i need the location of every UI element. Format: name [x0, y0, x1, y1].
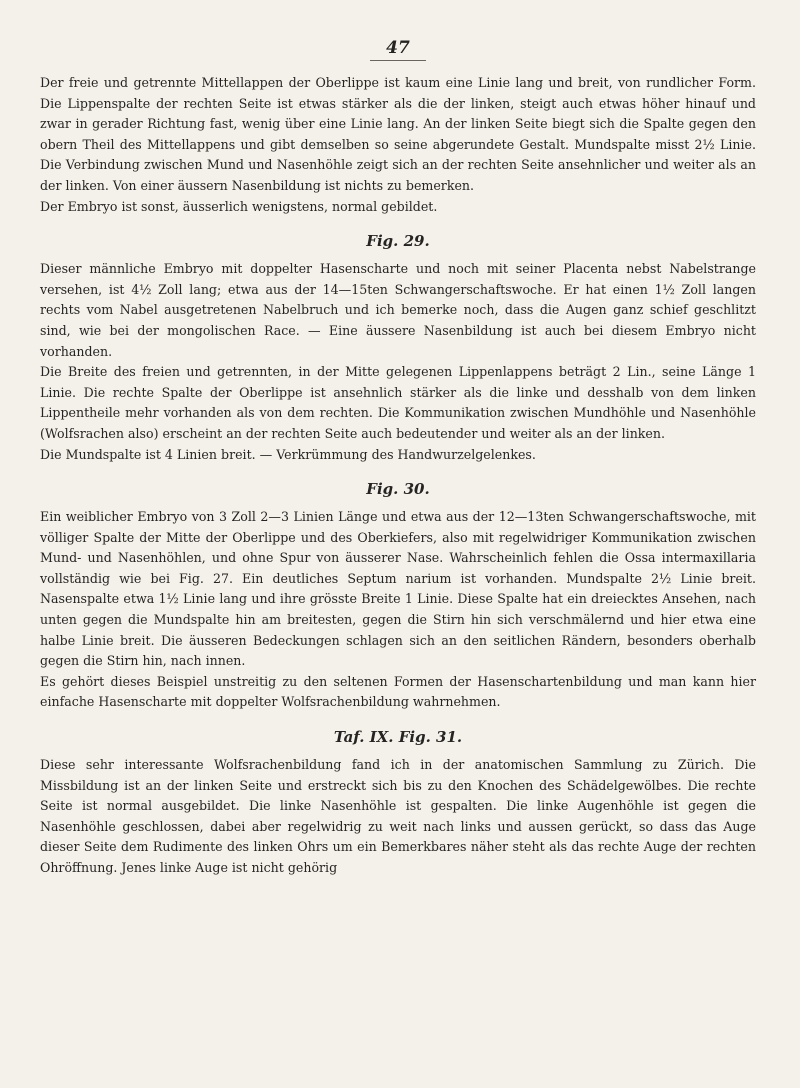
paragraph: Ein weiblicher Embryo von 3 Zoll 2—3 Linien Länge und etwa aus der 12—13ten Schwangerschaftswoche, mit völliger Spalte der Mitte der Oberlippe und des Oberkiefers, also mit regelwidriger Kommunikation zwischen Mund- und Nasenhöhlen, und ohne Spur von äusserer Nase. Wahrscheinlich fehlen die Ossa intermaxillaria vollständig wie bei Fig. 27. Ein deutliches Septum narium ist vorhanden. Mundspalte 2½ Linie breit. Nasenspalte etwa 1½ Linie lang und ihre grösste Breite 1 Linie. Diese Spalte hat ein dreiecktes Ansehen, nach unten gegen die Mundspalte hin am breitesten, gegen die Stirn hin sich verschmälernd und hier etwa eine halbe Linie breit. Die äusseren Bedeckungen schlagen sich an den seitlichen Rändern, besonders oberhalb gegen die Stirn hin, nach innen. — [40, 509, 756, 669]
page-number-rule — [370, 60, 426, 61]
section-fig-30 — [40, 480, 756, 713]
paragraph: Die Breite des freien und getrennten, in der Mitte gelegenen Lippenlappens beträgt 2 Lin., seine Länge 1 Linie. Die rechte Spalte der Oberlippe ist ansehnlich stärker als die linke und desshalb von dem linken Lippentheile mehr vorhanden als von dem rechten. Die Kommunikation zwischen Mundhöhle und Nasenhöhle (Wolfsrachen also) erscheint an der rechten Seite auch bedeutender und weiter als an der linken. — [40, 364, 756, 441]
paragraph: Diese sehr interessante Wolfsrachenbildung fand ich in der anatomischen Sammlung zu Zürich. Die Missbildung ist an der linken Seite und erstreckt sich bis zu den Knochen des Schädelgewölbes. Die rechte Seite ist normal ausgebildet. Die linke Nasenhöhle ist gespalten. Die linke Augenhöhle ist gegen die Nasenhöhle geschlossen, dabei aber regelwidrig zu weit nach links und aussen gerückt, so dass das Auge dieser Seite dem Rudimente des linken Ohrs um ein Bemerkbares näher steht als das rechte Auge der rechten Ohröffnung. Jenes linke Auge ist nicht gehörig — [40, 757, 756, 875]
figure-heading: Taf. IX. Fig. 31. — [333, 728, 463, 747]
figure-heading: Fig. 29. — [366, 232, 430, 251]
figure-heading: Fig. 30. — [366, 480, 430, 499]
paragraph: Es gehört dieses Beispiel unstreitig zu den seltenen Formen der Hasenschartenbildung und man kann hier einfache Hasenscharte mit doppelter Wolfsrachenbildung wahrnehmen. — [40, 673, 756, 710]
document-page — [40, 38, 756, 879]
section-fig-29 — [40, 232, 756, 465]
section-taf-9-fig-31 — [40, 728, 756, 879]
paragraph: Der Embryo ist sonst, äusserlich wenigstens, normal gebildet. — [40, 198, 438, 214]
paragraph: Dieser männliche Embryo mit doppelter Hasenscharte und noch mit seiner Placenta nebst Nabelstrange versehen, ist 4½ Zoll lang; etwa aus der 14—15ten Schwangerschaftswoche. Er hat einen 1½ Zoll langen rechts vom Nabel ausgetretenen Nabelbruch und ich bemerke noch, dass die Augen ganz schief geschlitzt sind, wie bei der mongolischen Race. — Eine äussere Nasenbildung ist auch bei diesem Embryo nicht vorhanden. — [40, 261, 756, 359]
section-intro — [40, 73, 756, 217]
paragraph: Der freie und getrennte Mittellappen der Oberlippe ist kaum eine Linie lang und breit, von rundlicher Form. Die Lippenspalte der rechten Seite ist etwas stärker als die der linken, steigt auch etwas höher hinauf und zwar in gerader Richtung fast, wenig über eine Linie lang. An der linken Seite biegt sich die Spalte gegen den obern Theil des Mittellappens und gibt demselben so seine abgerundete Gestalt. Mundspalte misst 2½ Linie. Die Verbindung zwischen Mund und Nasenhöhle zeigt sich an der rechten Seite ansehnlicher und weiter als an der linken. Von einer äussern Nasenbildung ist nichts zu bemerken. — [40, 75, 756, 193]
paragraph: Die Mundspalte ist 4 Linien breit. — Verkrümmung des Handwurzelgelenkes. — [40, 446, 536, 462]
page-number: 47 — [386, 38, 410, 58]
